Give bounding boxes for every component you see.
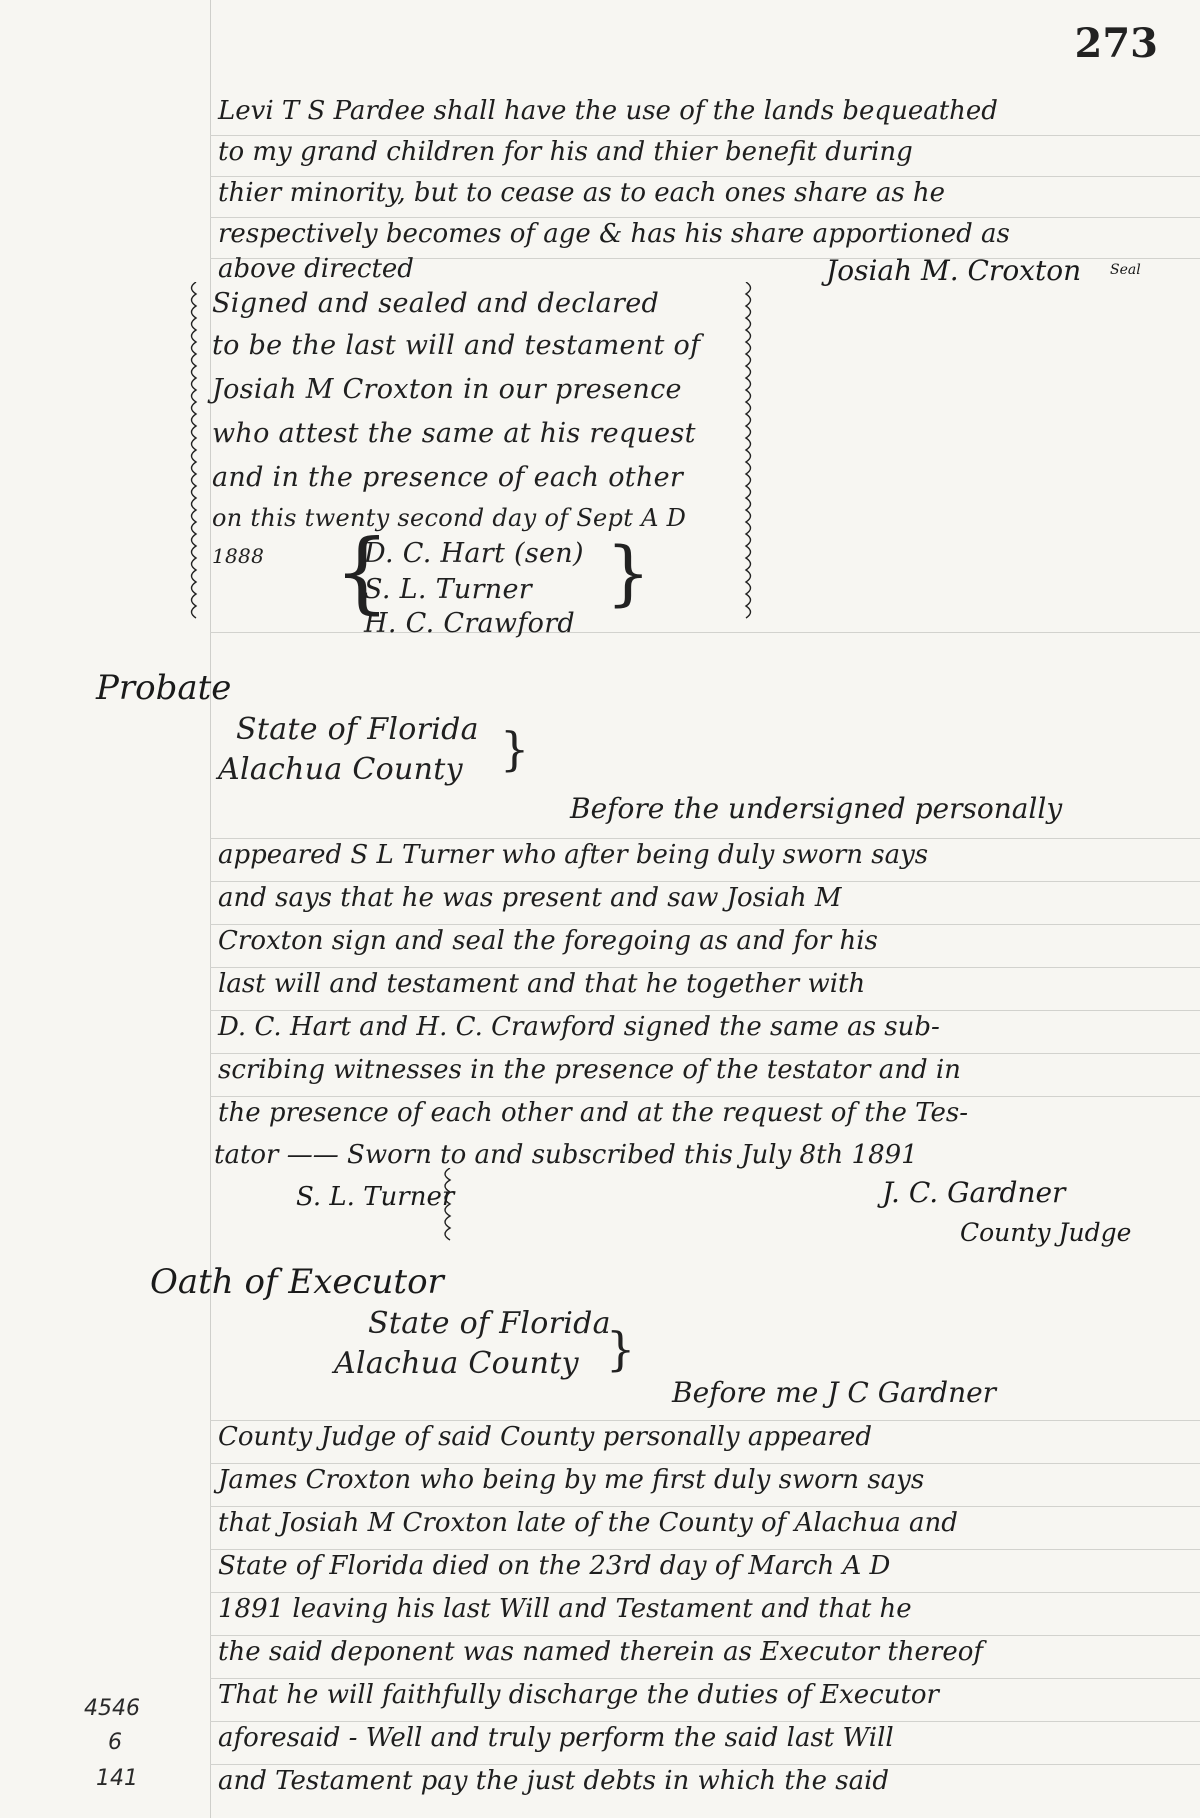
oath-text-line: Before me J C Gardner bbox=[672, 1376, 997, 1409]
ruled-line bbox=[210, 1635, 1200, 1636]
ruled-line bbox=[210, 881, 1200, 882]
witness-signature: S. L. Turner bbox=[364, 574, 532, 605]
attestation-line: who attest the same at his request bbox=[212, 418, 696, 449]
probate-text-line: tator —— Sworn to and subscribed this July 8th 1891 bbox=[214, 1140, 918, 1170]
affiant-signature: S. L. Turner bbox=[296, 1182, 455, 1212]
archive-mark: 4546 bbox=[84, 1696, 140, 1721]
ruled-line bbox=[210, 1764, 1200, 1765]
ruled-line bbox=[210, 1420, 1200, 1421]
venue-bracket: } bbox=[500, 722, 530, 776]
archive-mark: 6 bbox=[108, 1730, 122, 1755]
will-text-line: to my grand children for his and thier benefit during bbox=[218, 137, 913, 167]
probate-text-line: Before the undersigned personally bbox=[570, 792, 1063, 825]
affiant-seal-scroll bbox=[432, 1168, 462, 1246]
oath-text-line: aforesaid - Well and truly perform the said last Will bbox=[218, 1723, 894, 1753]
attestation-line: to be the last will and testament of bbox=[212, 330, 701, 361]
will-text-line: respectively becomes of age & has his share apportioned as bbox=[218, 219, 1010, 249]
probate-text-line: the presence of each other and at the request of the Tes- bbox=[218, 1098, 969, 1128]
scallop-border-right bbox=[740, 282, 756, 622]
attestation-year: 1888 bbox=[212, 544, 265, 568]
oath-county: Alachua County bbox=[334, 1346, 579, 1381]
probate-text-line: Croxton sign and seal the foregoing as and for his bbox=[218, 926, 878, 956]
ruled-line bbox=[210, 1010, 1200, 1011]
ruled-line bbox=[210, 1721, 1200, 1722]
probate-state: State of Florida bbox=[236, 712, 479, 747]
will-text-line: above directed bbox=[218, 254, 414, 284]
judge-title: County Judge bbox=[960, 1218, 1132, 1247]
oath-heading: Oath of Executor bbox=[150, 1262, 444, 1302]
ruled-line bbox=[210, 176, 1200, 177]
oath-text-line: State of Florida died on the 23rd day of March A D bbox=[218, 1551, 891, 1581]
oath-text-line: and Testament pay the just debts in which the said bbox=[218, 1766, 890, 1796]
ruled-line bbox=[210, 1592, 1200, 1593]
attestation-line: on this twenty second day of Sept A D bbox=[212, 504, 687, 532]
ruled-line bbox=[210, 217, 1200, 218]
witness-signature: H. C. Crawford bbox=[364, 608, 575, 639]
oath-text-line: the said deponent was named therein as Executor thereof bbox=[218, 1637, 984, 1667]
testator-signature: Josiah M. Croxton bbox=[826, 254, 1082, 287]
ruled-line bbox=[210, 632, 1200, 633]
will-text-line: Levi T S Pardee shall have the use of the lands bequeathed bbox=[218, 96, 998, 126]
seal-mark: Seal bbox=[1110, 262, 1141, 278]
ruled-line bbox=[210, 1053, 1200, 1054]
scallop-border-left bbox=[186, 282, 202, 622]
ruled-line bbox=[210, 1096, 1200, 1097]
will-text-line: thier minority, but to cease as to each ones share as he bbox=[218, 178, 946, 208]
oath-text-line: James Croxton who being by me first duly sworn says bbox=[218, 1465, 925, 1495]
probate-county: Alachua County bbox=[218, 752, 463, 787]
witness-bracket-right: } bbox=[606, 532, 651, 614]
oath-text-line: that Josiah M Croxton late of the County of Alachua and bbox=[218, 1508, 958, 1538]
probate-text-line: D. C. Hart and H. C. Crawford signed the same as sub- bbox=[218, 1012, 940, 1042]
attestation-line: Signed and sealed and declared bbox=[212, 288, 660, 319]
attestation-line: Josiah M Croxton in our presence bbox=[212, 374, 682, 405]
probate-heading: Probate bbox=[96, 668, 232, 708]
probate-text-line: and says that he was present and saw Josiah M bbox=[218, 883, 842, 913]
venue-bracket: } bbox=[606, 1322, 636, 1376]
probate-text-line: last will and testament and that he together with bbox=[218, 969, 866, 999]
oath-text-line: County Judge of said County personally appeared bbox=[218, 1422, 873, 1452]
ruled-line bbox=[210, 1678, 1200, 1679]
ruled-line bbox=[210, 1506, 1200, 1507]
witness-bracket-left: { bbox=[334, 520, 390, 623]
oath-text-line: That he will faithfully discharge the duties of Executor bbox=[218, 1680, 939, 1710]
ruled-line bbox=[210, 135, 1200, 136]
ruled-line bbox=[210, 967, 1200, 968]
ruled-line bbox=[210, 1463, 1200, 1464]
ruled-line bbox=[210, 838, 1200, 839]
witness-signature: D. C. Hart (sen) bbox=[364, 538, 584, 569]
oath-text-line: 1891 leaving his last Will and Testament and that he bbox=[218, 1594, 912, 1624]
oath-state: State of Florida bbox=[368, 1306, 611, 1341]
ruled-line bbox=[210, 1549, 1200, 1550]
archive-mark: 141 bbox=[96, 1766, 138, 1791]
ruled-line bbox=[210, 924, 1200, 925]
probate-text-line: appeared S L Turner who after being duly sworn says bbox=[218, 840, 929, 870]
judge-signature: J. C. Gardner bbox=[882, 1176, 1066, 1209]
probate-text-line: scribing witnesses in the presence of the testator and in bbox=[218, 1055, 961, 1085]
attestation-line: and in the presence of each other bbox=[212, 462, 684, 493]
attestation-block bbox=[186, 282, 764, 639]
page-number: 273 bbox=[1074, 20, 1158, 67]
margin-rule bbox=[210, 0, 211, 1818]
